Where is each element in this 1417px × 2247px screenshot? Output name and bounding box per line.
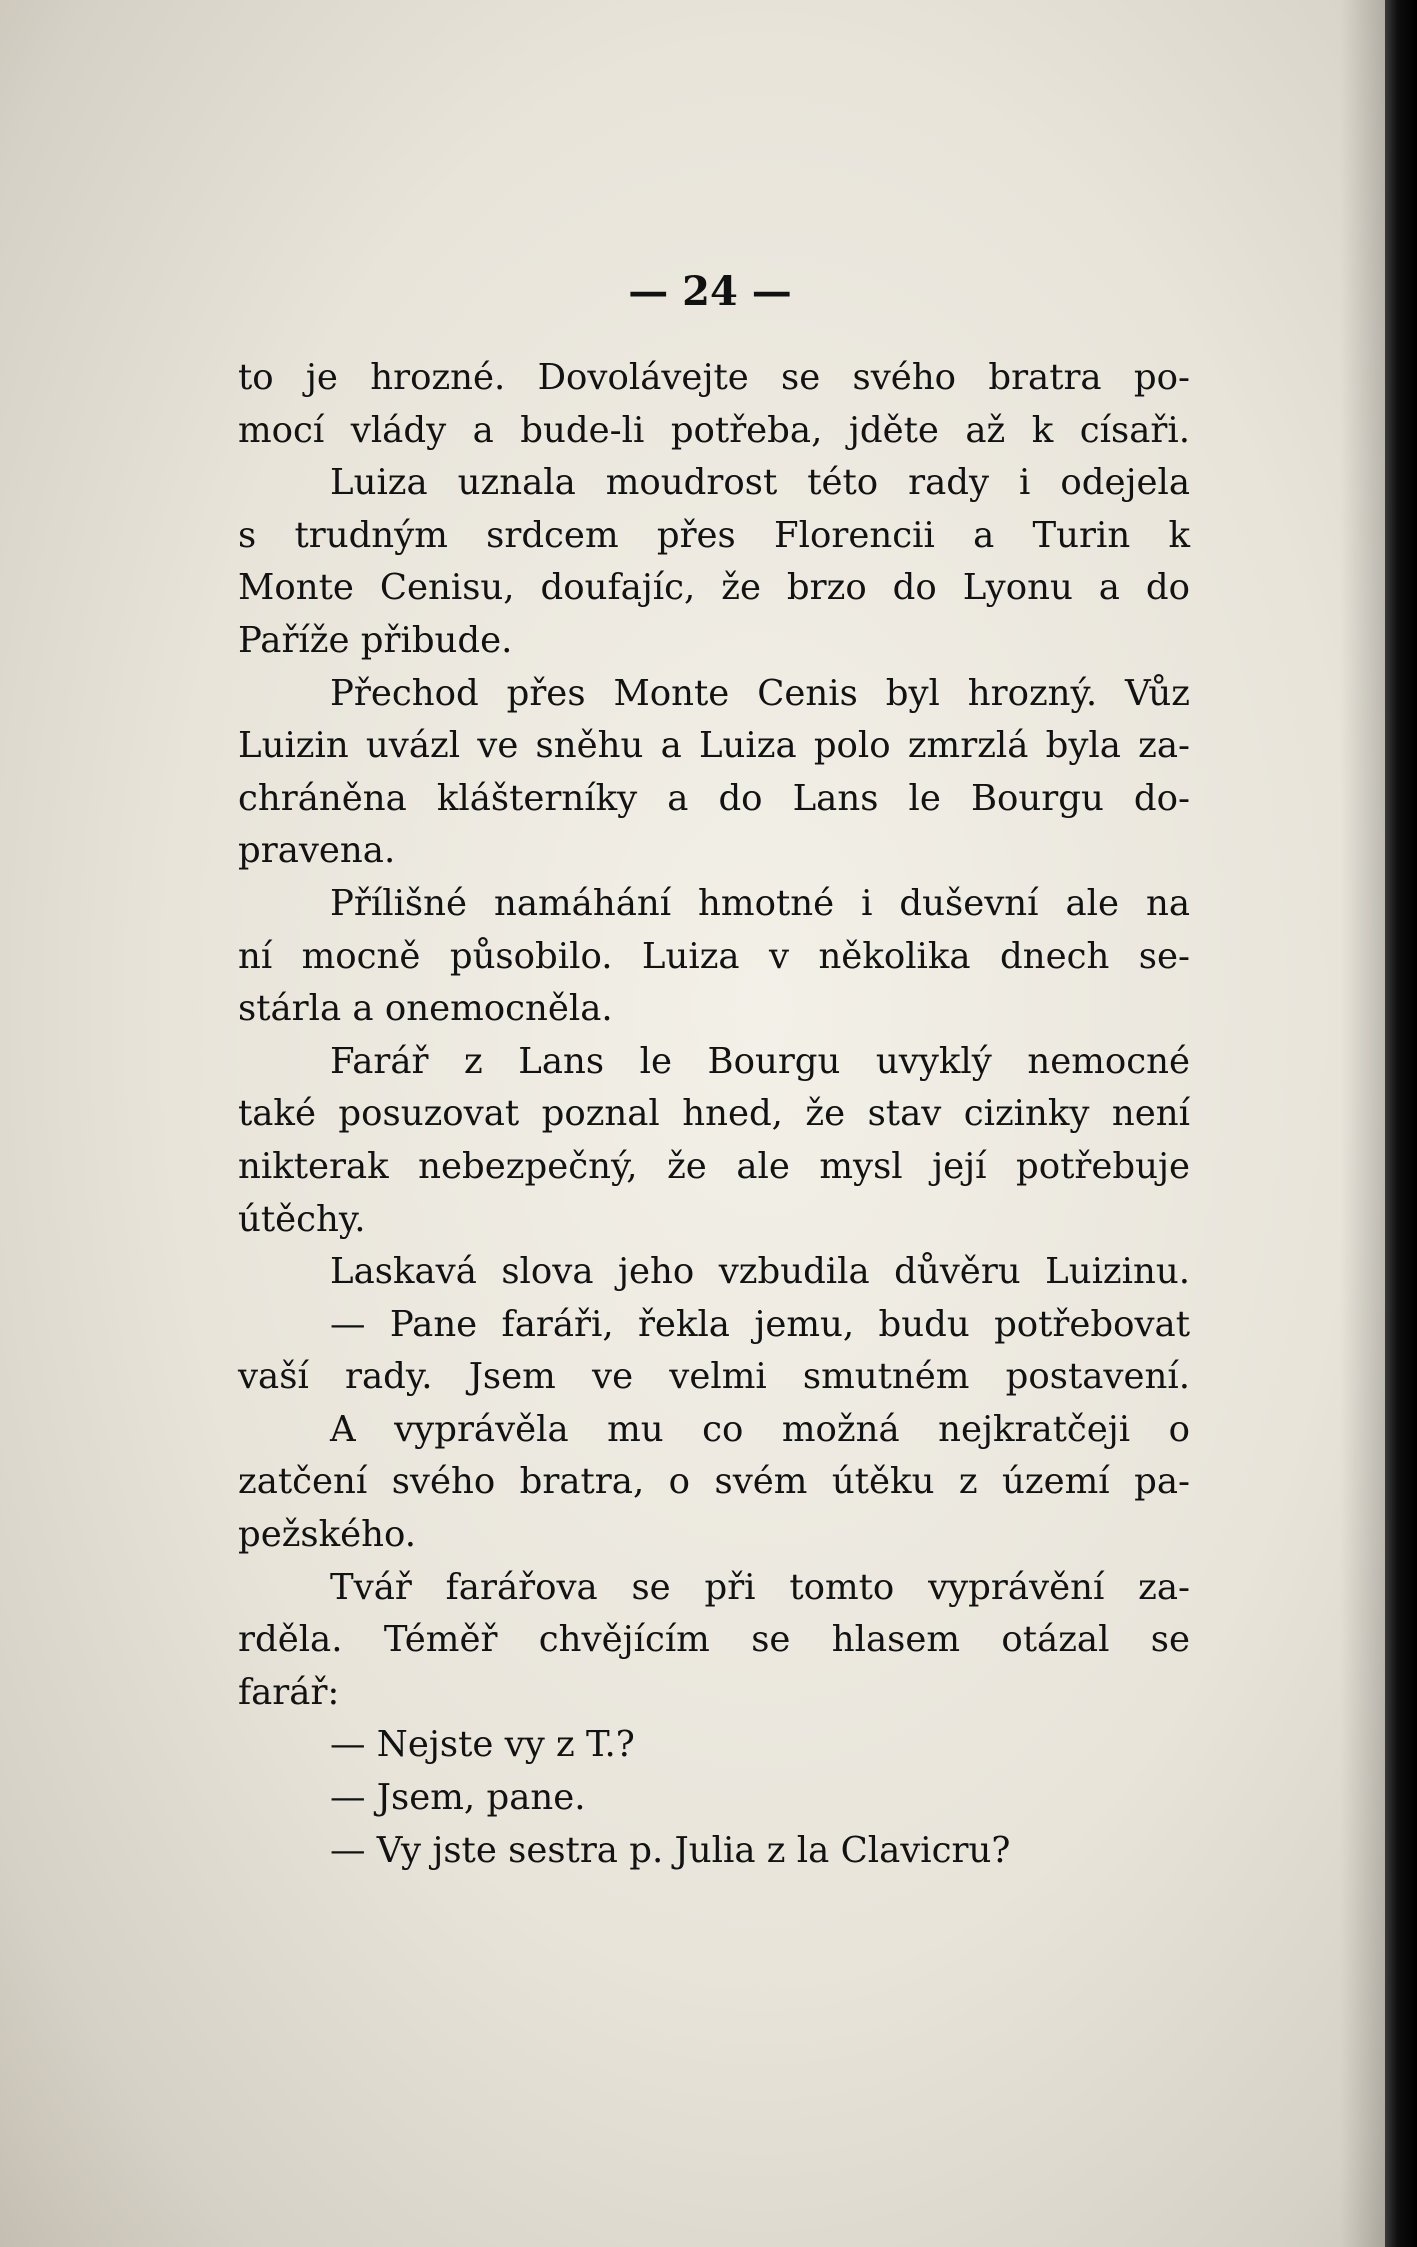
text-line: zatčení svého bratra, o svém útěku z území pa- xyxy=(238,1461,1190,1503)
text-line: Farář z Lans le Bourgu uvyklý nemocné xyxy=(330,1040,1190,1082)
text-line: Tvář farářova se při tomto vyprávění za- xyxy=(330,1566,1190,1608)
text-line: mocí vlády a bude-li potřeba, jděte až k císaři. xyxy=(238,409,1190,451)
page-number: — 24 — xyxy=(628,268,792,315)
text-line: nikterak nebezpečný, že ale mysl její potřebuje xyxy=(238,1145,1190,1187)
text-line: pežského. xyxy=(238,1514,417,1556)
text-line: Paříže přibude. xyxy=(238,619,513,661)
text-line: — Nejste vy z T.? xyxy=(330,1724,635,1766)
text-line: Přílišné namáhání hmotné i duševní ale na xyxy=(330,882,1190,924)
text-line: — Jsem, pane. xyxy=(330,1777,586,1819)
text-line: Laskavá slova jeho vzbudila důvěru Luizinu. xyxy=(330,1251,1190,1293)
text-line: pravena. xyxy=(238,830,396,872)
text-line: Luiza uznala moudrost této rady i odejela xyxy=(330,462,1190,504)
text-line: vaší rady. Jsem ve velmi smutném postavení. xyxy=(238,1356,1190,1398)
text-line: také posuzovat poznal hned, že stav cizinky není xyxy=(238,1093,1190,1135)
page-edge-shadow xyxy=(1385,0,1417,2247)
text-line: — Pane faráři, řekla jemu, budu potřebovat xyxy=(330,1303,1190,1345)
text-line: ní mocně působilo. Luiza v několika dnech se- xyxy=(238,935,1190,977)
page-gutter-shadow xyxy=(1340,0,1385,2247)
text-line: Luizin uvázl ve sněhu a Luiza polo zmrzlá byla za- xyxy=(238,725,1190,767)
text-line: farář: xyxy=(238,1671,340,1713)
text-line: Monte Cenisu, doufajíc, že brzo do Lyonu a do xyxy=(238,567,1190,609)
text-line: A vyprávěla mu co možná nejkratčeji o xyxy=(330,1408,1190,1450)
text-line: útěchy. xyxy=(238,1198,366,1240)
text-line: rděla. Téměř chvějícím se hlasem otázal se xyxy=(238,1619,1190,1661)
text-line: stárla a onemocněla. xyxy=(238,988,613,1030)
text-line: s trudným srdcem přes Florencii a Turin k xyxy=(238,514,1190,556)
text-line: to je hrozné. Dovolávejte se svého bratra po- xyxy=(238,357,1190,398)
text-line: chráněna klášterníky a do Lans le Bourgu do- xyxy=(238,777,1190,819)
text-line: — Vy jste sestra p. Julia z la Clavicru? xyxy=(330,1829,1011,1871)
body-text xyxy=(238,352,1190,1877)
text-line: Přechod přes Monte Cenis byl hrozný. Vůz xyxy=(330,672,1190,714)
